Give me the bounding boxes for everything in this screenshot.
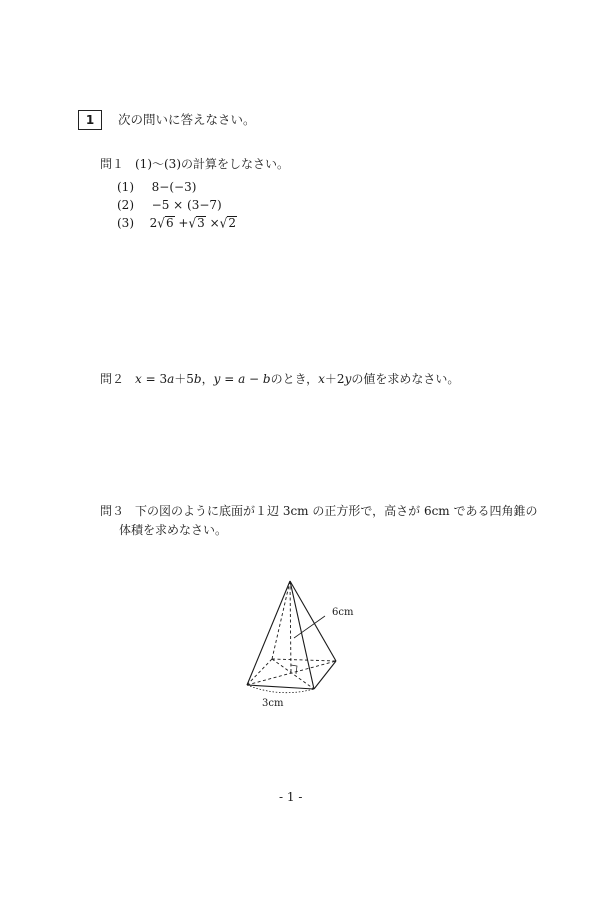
q1-item-3-times: × xyxy=(209,216,220,230)
edge-base-left xyxy=(247,659,272,685)
q1-item-2-expr: −5 × (3−7) xyxy=(151,198,222,212)
q1-item-1-num: (1) xyxy=(117,180,134,194)
q1-item-1 xyxy=(117,181,196,193)
q2-label: 問２ xyxy=(100,372,125,386)
edge-apex-back-left xyxy=(272,581,290,659)
q1-item-3 xyxy=(117,216,237,229)
base-label: 3cm xyxy=(262,698,284,709)
diagonal-2 xyxy=(272,659,314,689)
problem-number-box xyxy=(78,110,102,130)
q3-line-2: 体積を求めなさい。 xyxy=(119,523,228,537)
q1-item-3-num: (3) xyxy=(117,216,134,230)
sqrt-6: √6 xyxy=(157,215,174,231)
edge-base-right xyxy=(314,661,336,689)
q1-text: (1)〜(3)の計算をしなさい。 xyxy=(135,157,289,171)
q1-item-2-num: (2) xyxy=(117,198,134,212)
pyramid-figure xyxy=(230,570,380,715)
q1-label: 問１ xyxy=(100,157,125,171)
q1-item-2 xyxy=(117,199,222,211)
sqrt-2: √2 xyxy=(219,215,236,231)
edge-apex-front-right xyxy=(290,581,314,689)
edge-apex-front-left xyxy=(247,581,290,685)
q1-item-3-plus: + xyxy=(178,216,189,230)
q3-line-1: 下の図のように底面が１辺 3cm の正方形で，高さが 6cm である四角錐の xyxy=(135,504,538,518)
problem-instruction: 次の問いに答えなさい。 xyxy=(118,112,256,127)
height-label: 6cm xyxy=(332,607,354,618)
sqrt-3: √3 xyxy=(188,215,205,231)
edge-base-back xyxy=(272,659,336,661)
edge-apex-back-right xyxy=(290,581,336,661)
q1-item-3-coef: 2 xyxy=(149,216,158,230)
page-number: - 1 - xyxy=(279,790,303,804)
q1-item-1-expr: 8−(−3) xyxy=(151,180,197,194)
problem-number: 1 xyxy=(85,113,95,127)
q3-label: 問３ xyxy=(100,504,125,518)
q2-text: x = 3a＋5b，y = a − bのとき，x＋2yの値を求めなさい。 xyxy=(135,372,460,386)
